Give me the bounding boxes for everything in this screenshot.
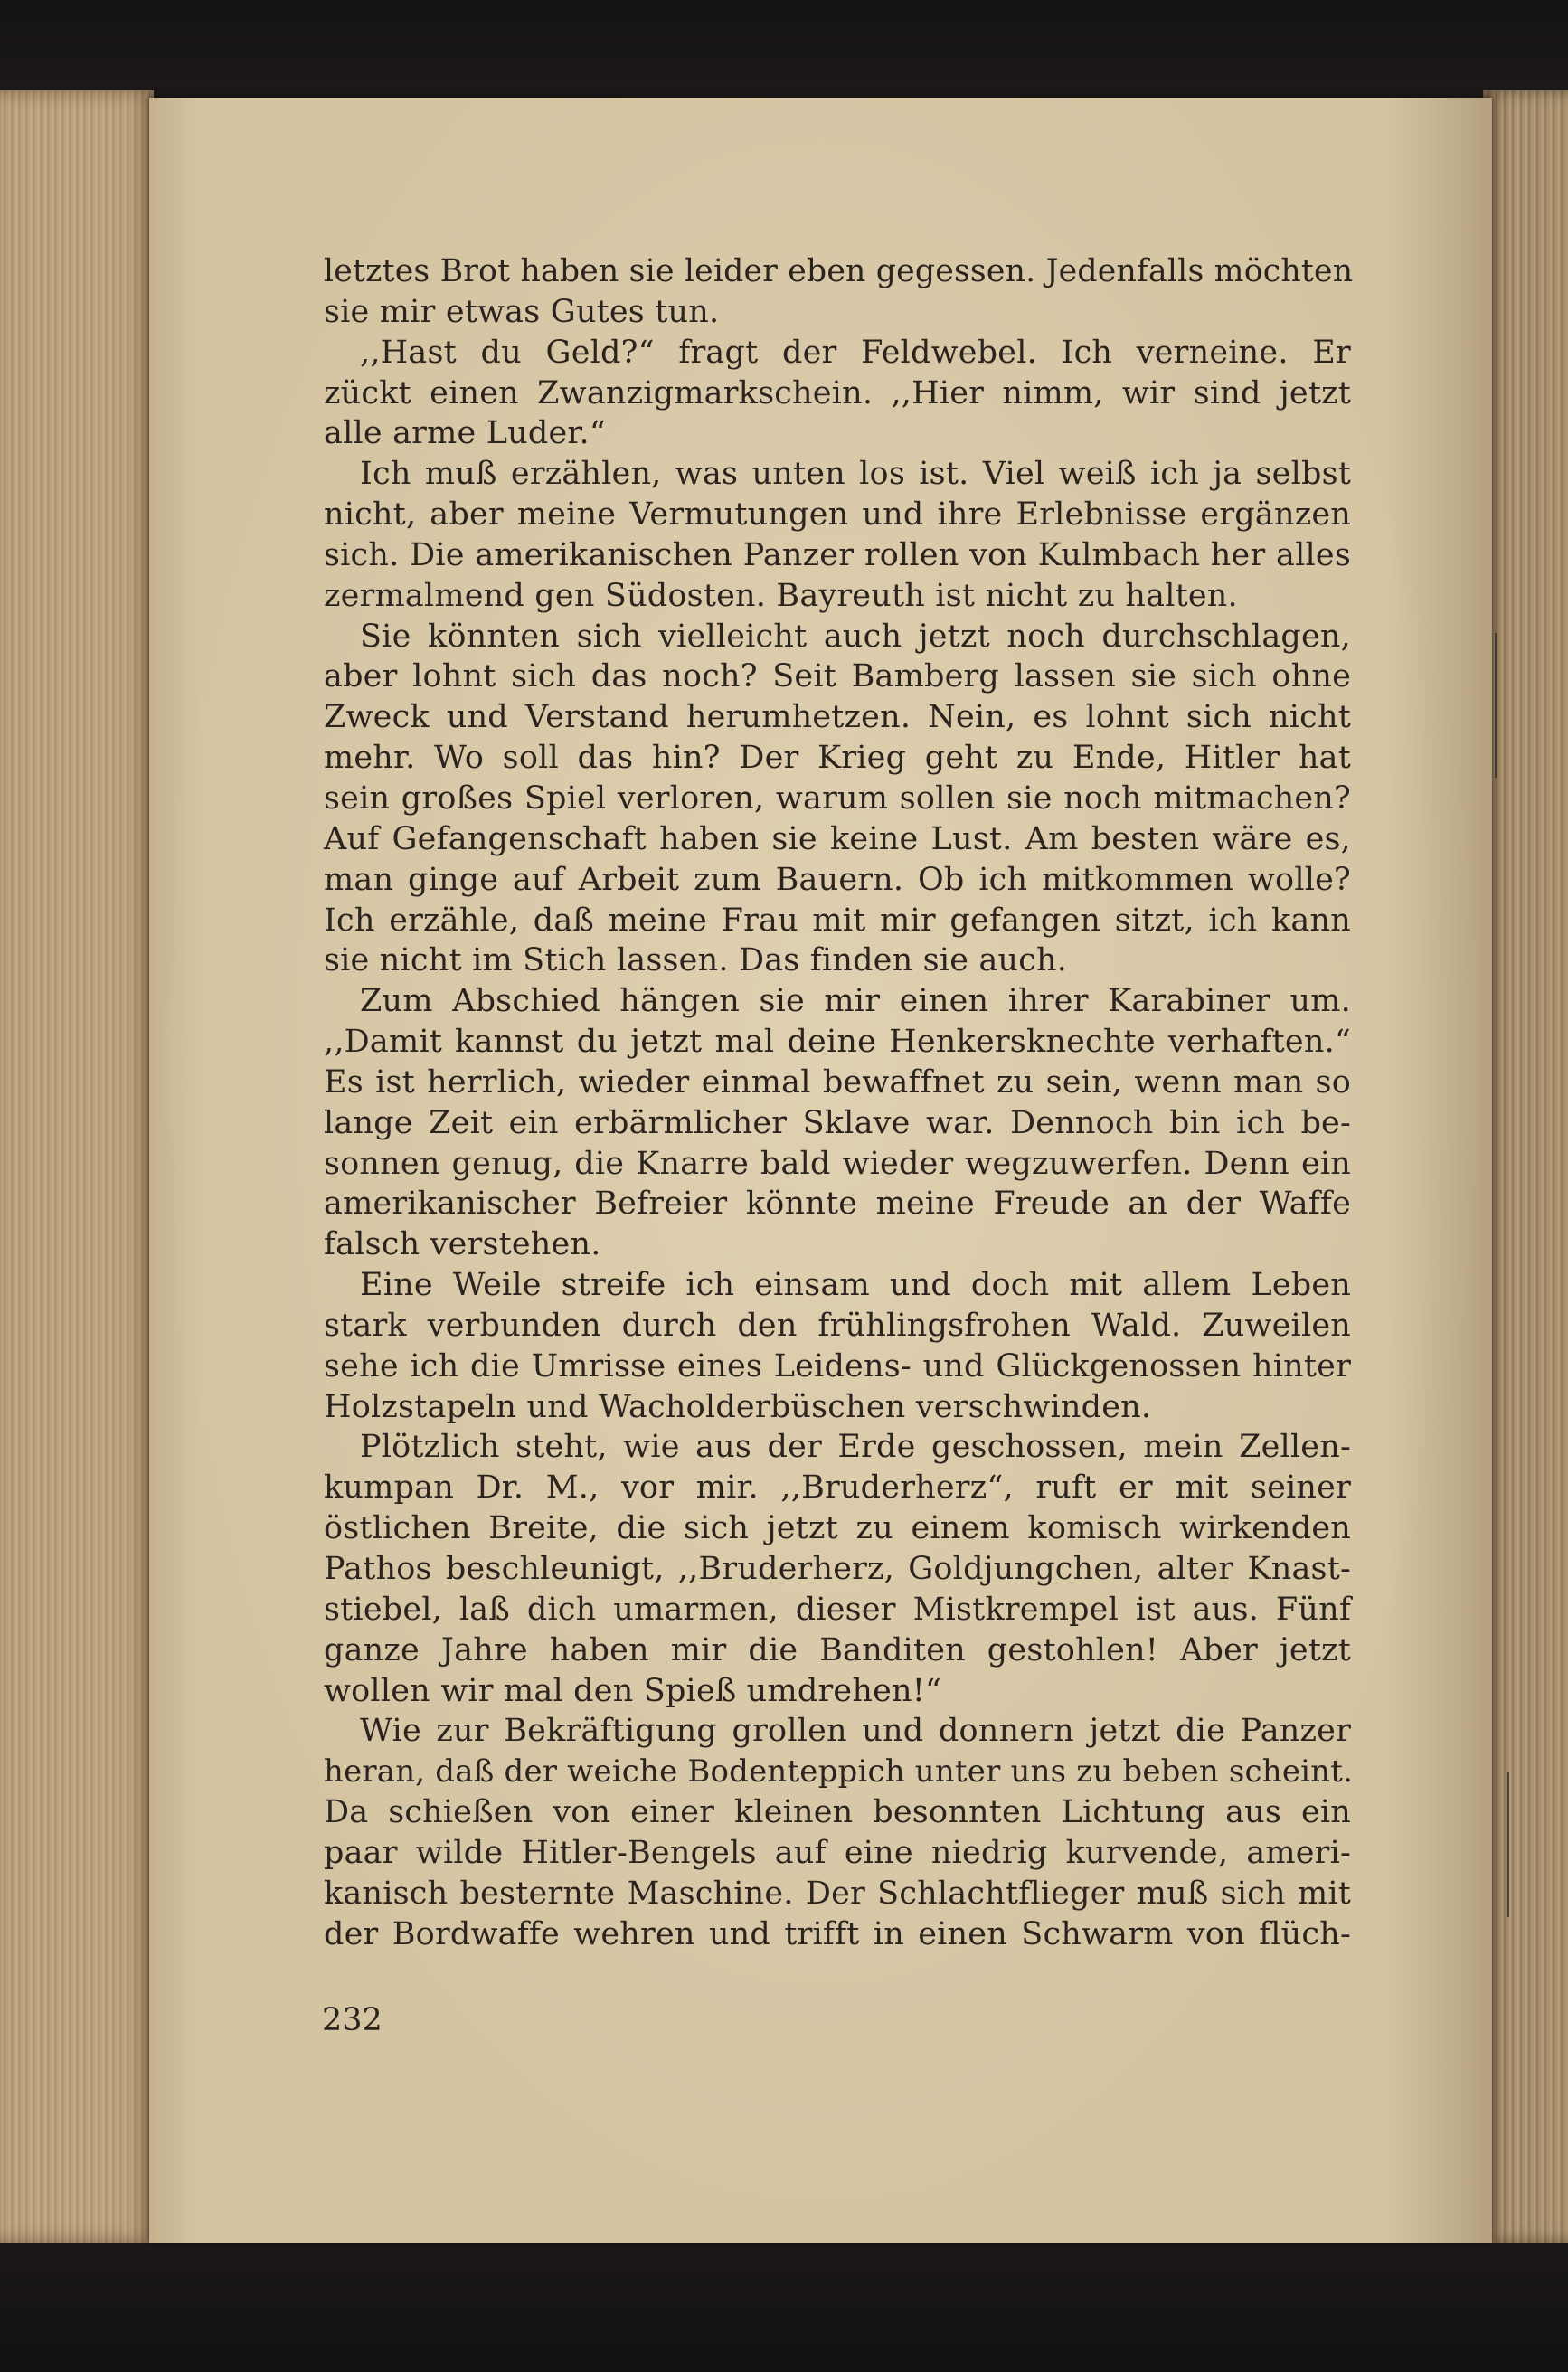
text-line: Plötzlich steht, wie aus der Erde geschossen, mein Zellen-	[360, 1429, 1351, 1466]
text-line: ,,Hast du Geld?“ fragt der Feldwebel. Ich verneine. Er	[360, 334, 1351, 371]
text-line: heran, daß der weiche Bodenteppich unter uns zu beben scheint.	[324, 1753, 1354, 1791]
text-line: sie nicht im Stich lassen. Das finden sie auch.	[324, 942, 1068, 979]
text-line: aber lohnt sich das noch? Seit Bamberg lassen sie sich ohne	[324, 658, 1351, 695]
text-line: sehe ich die Umrisse eines Leidens- und Glückgenossen hinter	[324, 1347, 1351, 1384]
text-line: östlichen Breite, die sich jetzt zu einem komisch wirkenden	[324, 1510, 1351, 1547]
text-line: Zum Abschied hängen sie mir einen ihrer Karabiner um.	[360, 983, 1351, 1020]
text-line: ,,Damit kannst du jetzt mal deine Henkersknechte verhaften.“	[324, 1024, 1351, 1061]
text-line: Sie könnten sich vielleicht auch jetzt noch durchschlagen,	[360, 618, 1351, 655]
text-line: Da schießen von einer kleinen besonnten Lichtung aus ein	[324, 1794, 1351, 1831]
text-line: sonnen genug, die Knarre bald wieder wegzuwerfen. Denn ein	[324, 1145, 1351, 1182]
text-line: Es ist herrlich, wieder einmal bewaffnet zu sein, wenn man so	[324, 1063, 1351, 1101]
text-line: zermalmend gen Südosten. Bayreuth ist nicht zu halten.	[324, 577, 1238, 614]
text-line: Ich muß erzählen, was unten los ist. Viel weiß ich ja selbst	[360, 456, 1351, 493]
text-line: ganze Jahre haben mir die Banditen gestohlen! Aber jetzt	[324, 1631, 1351, 1668]
text-line: alle arme Luder.“	[324, 415, 606, 452]
text-line: sein großes Spiel verloren, warum sollen sie noch mitmachen?	[324, 780, 1351, 817]
margin-mark	[1507, 1772, 1509, 1917]
text-line: sie mir etwas Gutes tun.	[324, 293, 720, 330]
text-line: lange Zeit ein erbärmlicher Sklave war. Dennoch bin ich be-	[324, 1104, 1351, 1141]
page-stack-left	[0, 90, 154, 2243]
text-line: Eine Weile streife ich einsam und doch mit allem Leben	[360, 1267, 1351, 1304]
text-line: mehr. Wo soll das hin? Der Krieg geht zu Ende, Hitler hat	[324, 740, 1351, 777]
text-line: amerikanischer Befreier könnte meine Freude an der Waffe	[324, 1186, 1351, 1223]
text-line: zückt einen Zwanzigmarkschein. ,,Hier nimm, wir sind jetzt	[324, 374, 1351, 411]
text-line: stark verbunden durch den frühlingsfrohen Wald. Zuweilen	[324, 1307, 1351, 1344]
text-line: stiebel, laß dich umarmen, dieser Mistkrempel ist aus. Fünf	[324, 1591, 1351, 1628]
page-stack-right	[1483, 90, 1568, 2243]
text-line: Zweck und Verstand herumhetzen. Nein, es lohnt sich nicht	[324, 699, 1351, 736]
text-line: paar wilde Hitler-Bengels auf eine niedrig kurvende, ameri-	[324, 1834, 1351, 1871]
text-line: der Bordwaffe wehren und trifft in einen Schwarm von flüch-	[324, 1915, 1351, 1952]
text-line: kumpan Dr. M., vor mir. ,,Bruderherz“, ruft er mit seiner	[324, 1470, 1351, 1507]
text-line: falsch verstehen.	[324, 1226, 601, 1263]
body-text	[324, 251, 1354, 1954]
text-line: Pathos beschleunigt, ,,Bruderherz, Goldjungchen, alter Knast-	[324, 1551, 1351, 1587]
text-line: Ich erzähle, daß meine Frau mit mir gefangen sitzt, ich kann	[324, 902, 1351, 939]
text-line: man ginge auf Arbeit zum Bauern. Ob ich mitkommen wolle?	[324, 861, 1351, 898]
text-line: Holzstapeln und Wacholderbüschen verschwinden.	[324, 1388, 1152, 1425]
text-line: sich. Die amerikanischen Panzer rollen von Kulmbach her alles	[324, 536, 1351, 573]
margin-mark	[1495, 633, 1497, 778]
page-number: 232	[322, 2002, 383, 2038]
text-line: Auf Gefangenschaft haben sie keine Lust. Am besten wäre es,	[324, 820, 1351, 857]
text-line: letztes Brot haben sie leider eben gegessen. Jedenfalls möchten	[324, 253, 1354, 289]
text-line: kanisch besternte Maschine. Der Schlachtflieger muß sich mit	[324, 1875, 1351, 1912]
text-line: Wie zur Bekräftigung grollen und donnern jetzt die Panzer	[360, 1713, 1351, 1750]
text-line: wollen wir mal den Spieß umdrehen!“	[324, 1672, 942, 1709]
text-line: nicht, aber meine Vermutungen und ihre Erlebnisse ergänzen	[324, 496, 1351, 534]
